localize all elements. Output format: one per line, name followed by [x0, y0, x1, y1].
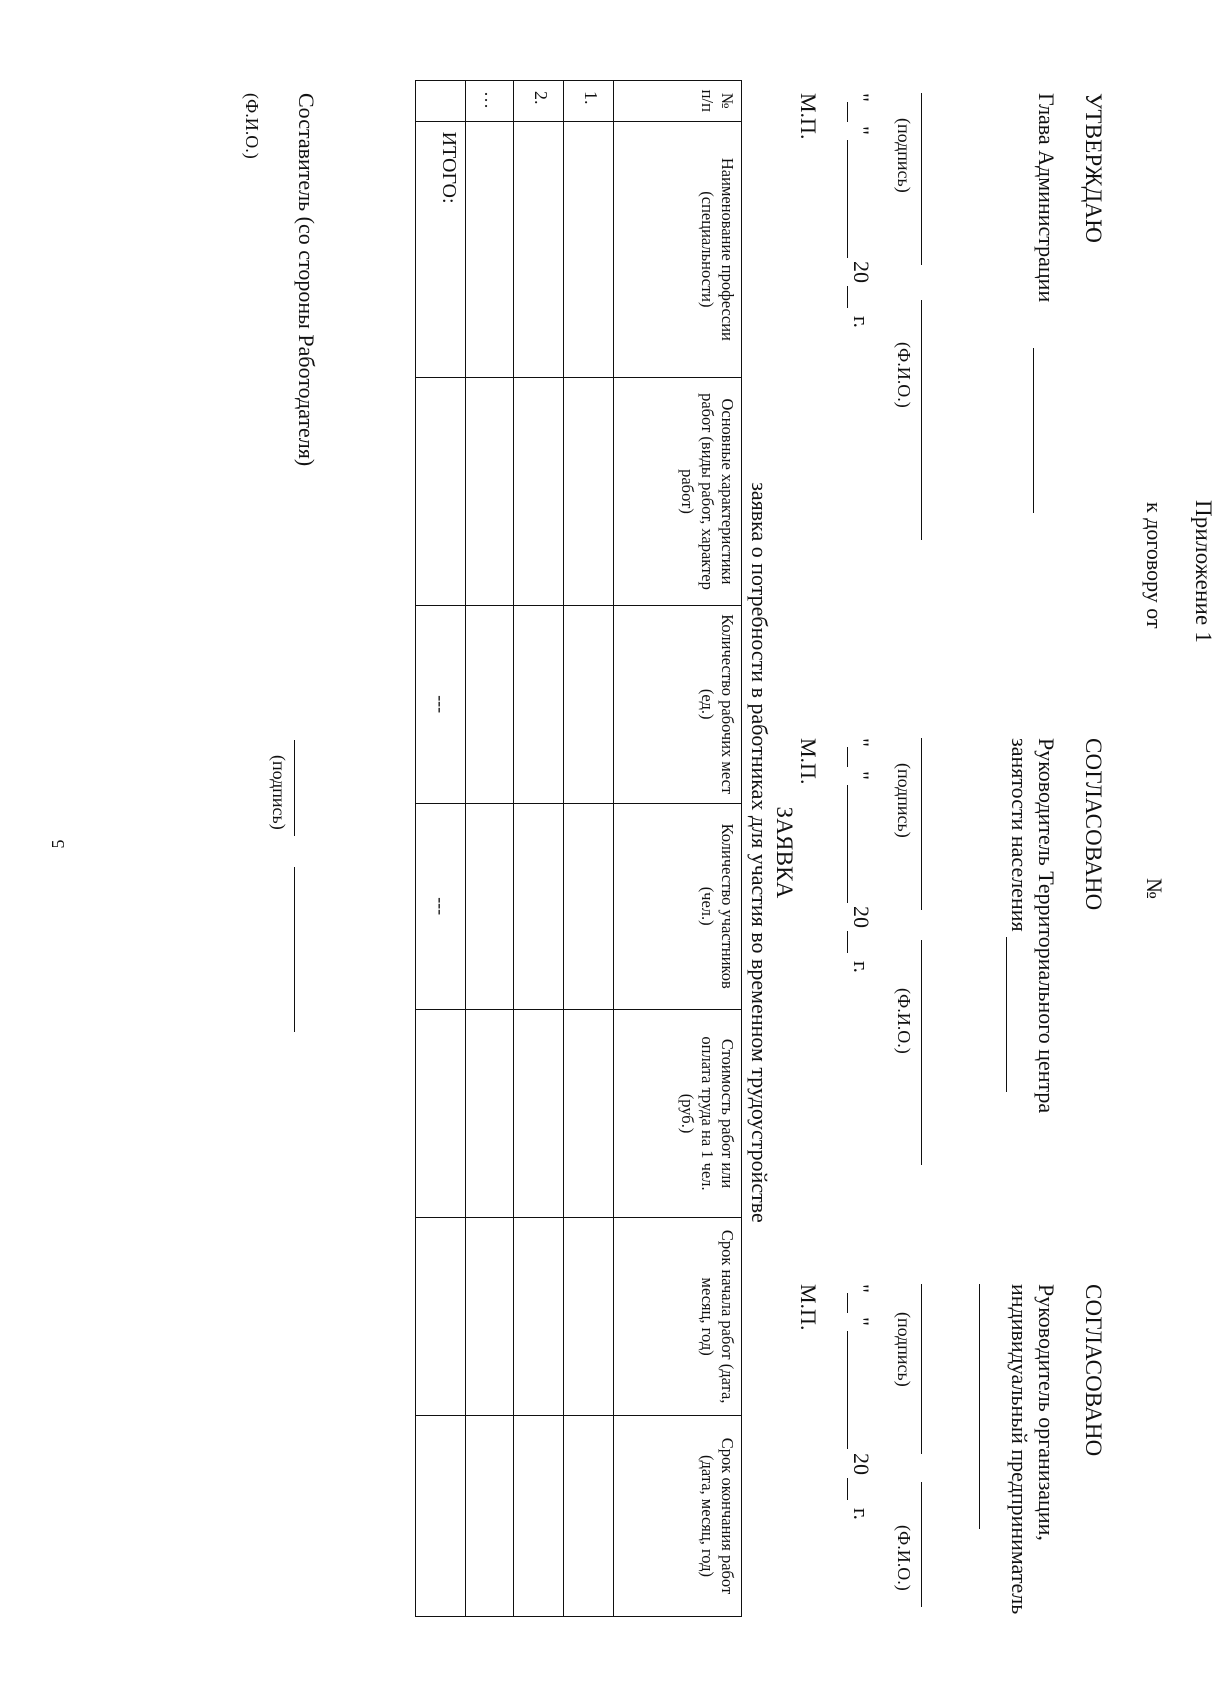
agree-center-day-line: [847, 747, 848, 767]
agree-employer-stamp: М.П.: [796, 1284, 821, 1331]
compiler-label: Составитель (со стороны Работодателя): [294, 93, 319, 467]
table-cell: [564, 1415, 614, 1616]
approve-month-line: [847, 140, 848, 258]
table-cell: [514, 1218, 564, 1416]
table-cell: [514, 1009, 564, 1217]
agree-center-stamp: М.П.: [796, 738, 821, 785]
table-row: [564, 81, 614, 1617]
table-cell: [416, 81, 466, 122]
table-cell: [466, 1009, 514, 1217]
table-header-row: [614, 81, 742, 1617]
table-cell: [466, 1415, 514, 1616]
agree-employer-title: СОГЛАСОВАНО: [1081, 1284, 1106, 1457]
approve-title: УТВЕРЖДАЮ: [1081, 93, 1106, 244]
agree-center-year-line: [847, 931, 848, 953]
agree-employer-month-line: [847, 1331, 848, 1449]
agree-center-date-close: ": [849, 771, 874, 780]
table-cell: [564, 803, 614, 1009]
row-number: 2.: [514, 81, 564, 122]
table-cell: [416, 1218, 466, 1416]
approve-position: Глава Администрации: [1034, 93, 1059, 303]
header-cell: Стоимость работ или оплата труда на 1 чел. (руб.): [614, 1009, 742, 1217]
agree-center-month-line: [847, 785, 848, 903]
request-subtitle: заявка о потребности в работниках для участия во временном трудоустройстве: [747, 482, 772, 1223]
agree-center-position-line: [1006, 937, 1007, 1092]
approve-signature-caption: (подпись): [894, 118, 914, 193]
agree-employer-position-line: [979, 1284, 980, 1529]
request-table: [415, 80, 742, 1617]
approve-year-prefix: 20: [849, 261, 874, 283]
agree-employer-name-caption: (Ф.И.О.): [894, 1525, 914, 1591]
table-cell: [564, 121, 614, 378]
approve-date-close: ": [849, 126, 874, 135]
number-sign: №: [1142, 878, 1167, 899]
request-title: ЗАЯВКА: [772, 806, 797, 899]
approve-position-line: [1033, 348, 1034, 513]
approve-year-line: [847, 286, 848, 308]
table-cell: [466, 1218, 514, 1416]
agree-center-year-suffix: г.: [849, 961, 874, 974]
total-participants: ---: [416, 803, 466, 1009]
agree-center-position-line1: Руководитель Территориального центра: [1034, 738, 1059, 1114]
agree-employer-position-line2: индивидуальный предприниматель: [1007, 1284, 1032, 1615]
table-cell: [466, 803, 514, 1009]
approve-day-line: [847, 102, 848, 122]
compiler-signature-caption: (подпись): [269, 755, 289, 830]
agree-employer-year-line: [847, 1478, 848, 1500]
total-places: ---: [416, 605, 466, 803]
agree-employer-signature-caption: (подпись): [894, 1312, 914, 1387]
table-cell: [514, 1415, 564, 1616]
agree-employer-day-line: [847, 1293, 848, 1313]
approve-name-caption: (Ф.И.О.): [894, 342, 914, 408]
agree-employer-position-line1: Руководитель организации,: [1034, 1284, 1059, 1541]
agree-center-date-open: ": [849, 738, 874, 747]
table-total-row: [416, 81, 466, 1617]
table-cell: [514, 803, 564, 1009]
agree-center-position-line2: занятости населения: [1007, 738, 1032, 932]
agree-employer-year-suffix: г.: [849, 1508, 874, 1521]
agree-center-signature-caption: (подпись): [894, 763, 914, 838]
agree-employer-year-prefix: 20: [849, 1453, 874, 1475]
approve-year-suffix: г.: [849, 316, 874, 329]
contract-prefix: к договору от: [1142, 502, 1167, 629]
approve-stamp: М.П.: [796, 93, 821, 140]
agree-employer-signature-line: [921, 1284, 922, 1454]
page-number: 5: [48, 839, 68, 849]
agree-center-name-line: [921, 940, 922, 1165]
header-cell: Наименование профессии (специальности): [614, 121, 742, 378]
table-cell: [466, 121, 514, 378]
appendix-label: Приложение 1: [1191, 500, 1216, 644]
agree-center-signature-line: [921, 738, 922, 910]
agree-center-title: СОГЛАСОВАНО: [1081, 738, 1106, 911]
agree-center-name-caption: (Ф.И.О.): [894, 988, 914, 1054]
total-label: ИТОГО:: [416, 121, 466, 378]
header-cell: Количество рабочих мест (ед.): [614, 605, 742, 803]
approve-date-open: ": [849, 93, 874, 102]
row-number: 1.: [564, 81, 614, 122]
table-row: [466, 81, 514, 1617]
table-cell: [514, 378, 564, 606]
table-cell: [564, 1009, 614, 1217]
agree-employer-date-close: ": [849, 1317, 874, 1326]
header-cell: Срок начала работ (дата, месяц, год): [614, 1218, 742, 1416]
agree-center-year-prefix: 20: [849, 906, 874, 928]
header-cell: № п/п: [614, 81, 742, 122]
compiler-name-line: [294, 867, 295, 1032]
table-cell: [564, 378, 614, 606]
table-row: [514, 81, 564, 1617]
header-cell: Срок окончания работ (дата, месяц, год): [614, 1415, 742, 1616]
compiler-name-caption: (Ф.И.О.): [242, 93, 262, 159]
agree-employer-date-open: ": [849, 1284, 874, 1293]
approve-signature-line: [921, 93, 922, 265]
rotated-form-sheet: [160, 80, 1220, 1625]
table-cell: [416, 378, 466, 606]
approve-name-line: [921, 300, 922, 540]
compiler-signature-line: [294, 740, 295, 836]
table-cell: [416, 1009, 466, 1217]
agree-employer-name-line: [921, 1482, 922, 1607]
row-number: …: [466, 81, 514, 122]
table-cell: [564, 605, 614, 803]
table-cell: [466, 605, 514, 803]
table-cell: [564, 1218, 614, 1416]
header-cell: Количество участников (чел.): [614, 803, 742, 1009]
header-cell: Основные характеристики работ (виды работ, характер работ): [614, 378, 742, 606]
table-cell: [466, 378, 514, 606]
table-cell: [514, 605, 564, 803]
table-cell: [416, 1415, 466, 1616]
table-cell: [514, 121, 564, 378]
